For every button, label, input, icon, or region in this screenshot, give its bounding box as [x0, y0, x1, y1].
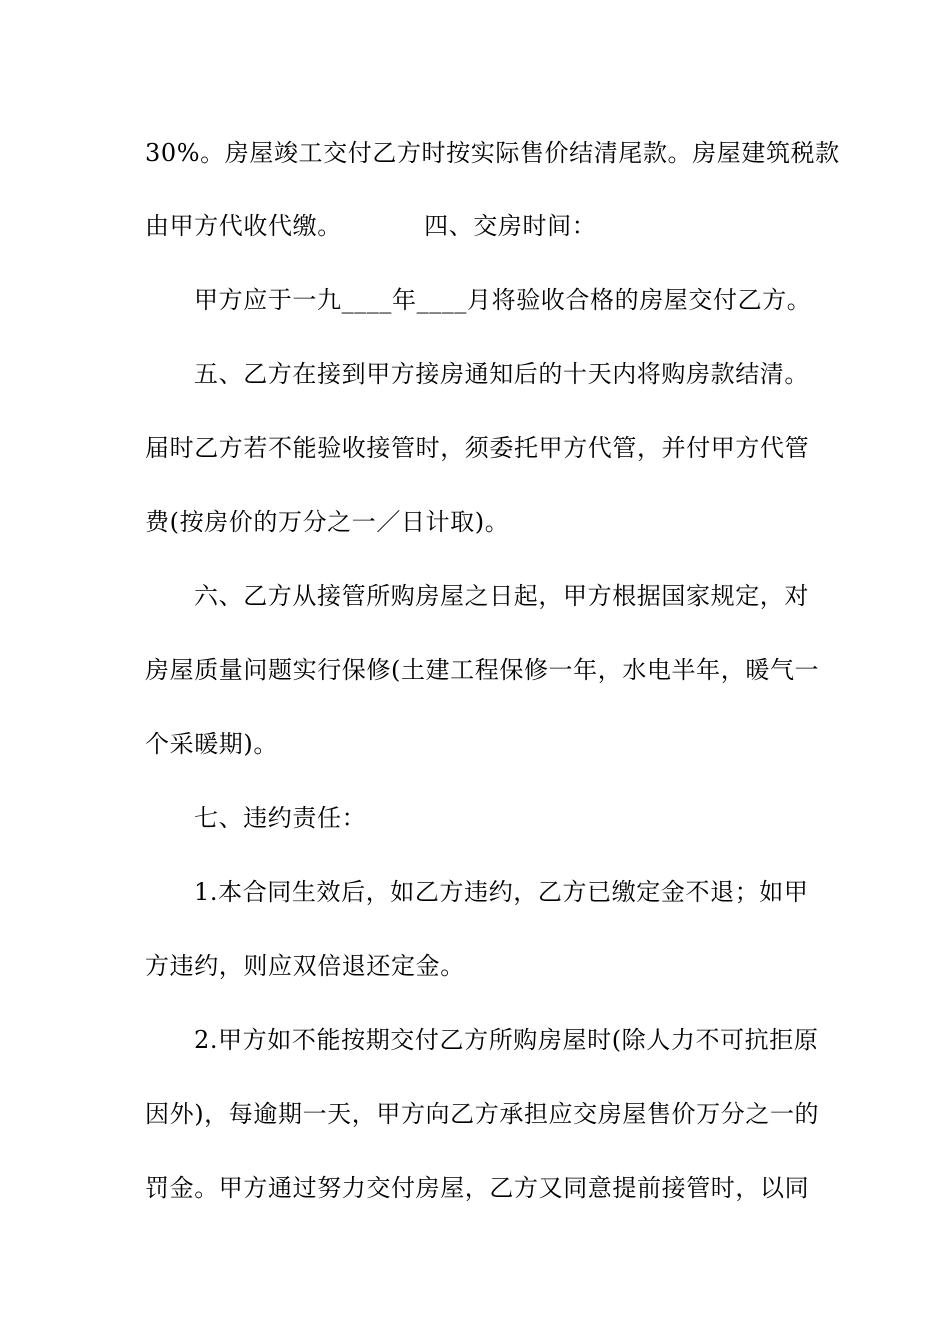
- text-line: 因外)，每逾期一天，甲方向乙方承担应交房屋售价万分之一的: [145, 1100, 820, 1128]
- text-line: 个采暖期)。: [145, 730, 278, 758]
- text-line: 六、乙方从接管所购房屋之日起，甲方根据国家规定，对: [194, 582, 809, 610]
- text-line: 甲方应于一九____年____月将验收合格的房屋交付乙方。: [194, 286, 812, 314]
- text-line: 2.甲方如不能按期交付乙方所购房屋时(除人力不可抗拒原: [194, 1026, 819, 1054]
- text-line: 30%。房屋竣工交付乙方时按实际售价结清尾款。房屋建筑税款: [145, 139, 840, 167]
- text-line: 五、乙方在接到甲方接房通知后的十天内将购房款结清。: [194, 360, 809, 388]
- text-line: 方违约，则应双倍退还定金。: [145, 952, 465, 980]
- text-line: 由甲方代收代缴。 四、交房时间：: [145, 212, 597, 240]
- text-line: 费(按房价的万分之一／日计取)。: [145, 508, 510, 536]
- text-line: 房屋质量问题实行保修(土建工程保修一年，水电半年，暖气一: [145, 656, 820, 684]
- text-line: 1.本合同生效后，如乙方违约，乙方已缴定金不退；如甲: [194, 878, 809, 906]
- text-line: 七、违约责任：: [194, 804, 367, 832]
- text-line: 罚金。甲方通过努力交付房屋，乙方又同意提前接管时，以同: [145, 1174, 810, 1202]
- text-line: 届时乙方若不能验收接管时，须委托甲方代管，并付甲方代管: [145, 434, 810, 462]
